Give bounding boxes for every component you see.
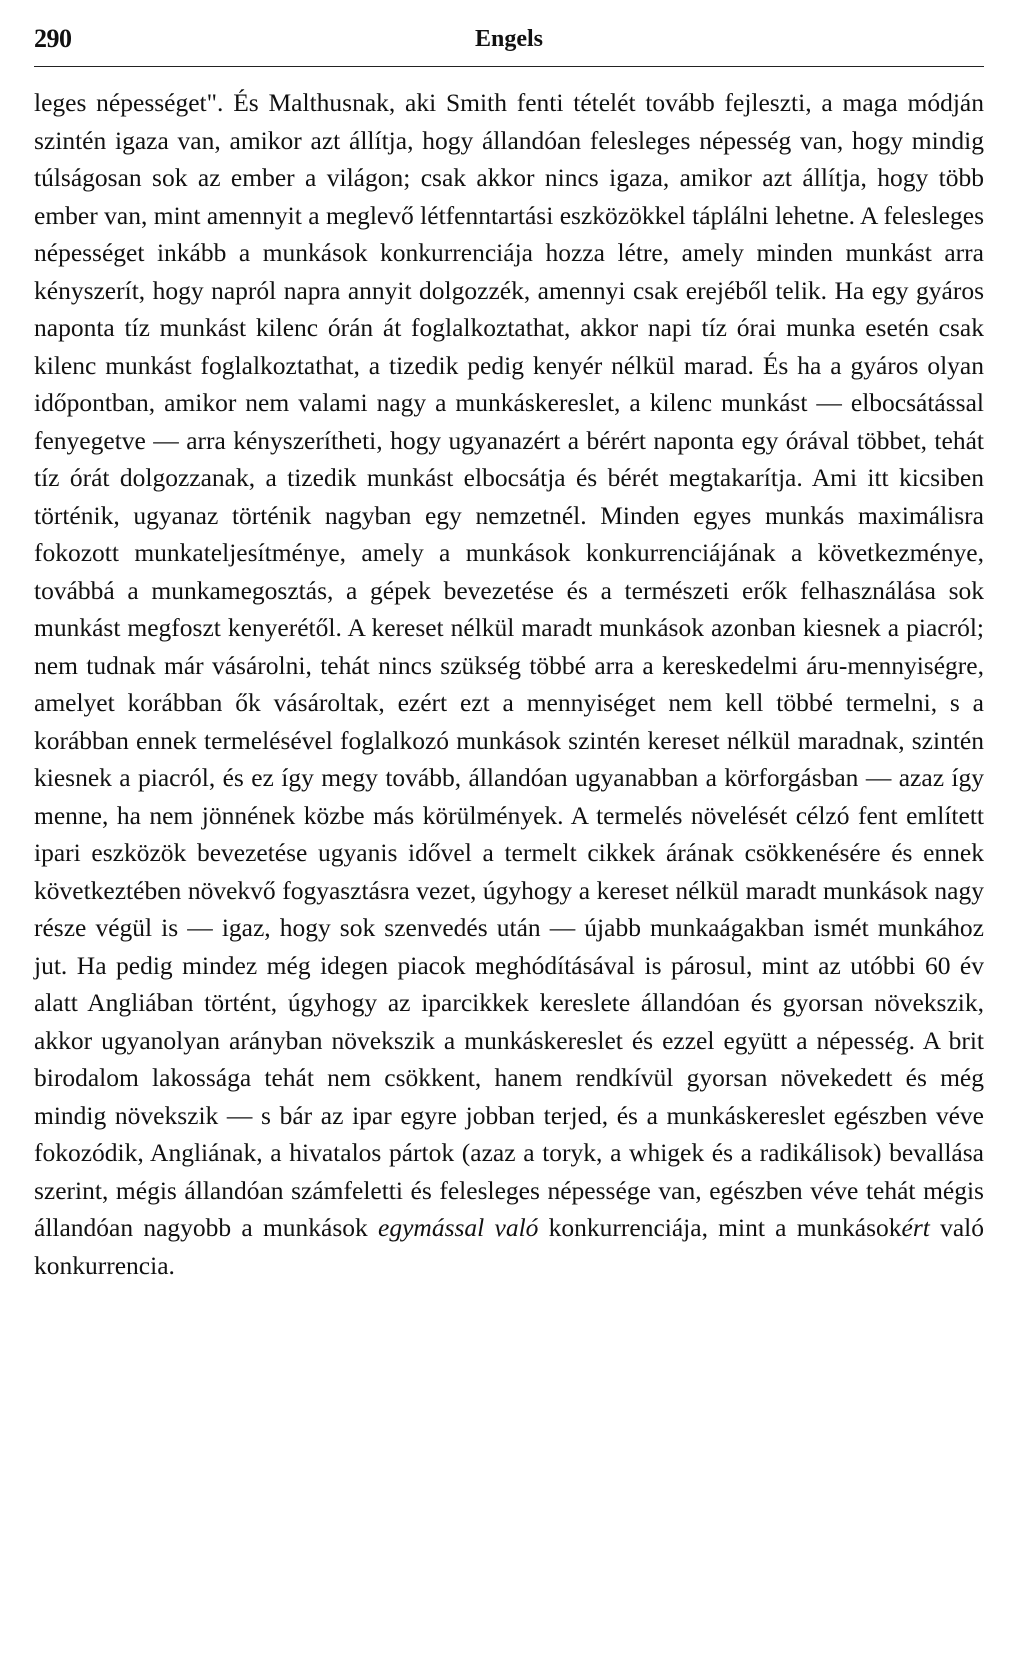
page-header	[34, 22, 984, 67]
emphasis-text: egymással való	[378, 1213, 539, 1242]
page-number: 290	[34, 24, 72, 53]
emphasis-text: ért	[901, 1213, 930, 1242]
paragraph-text: való konkurrencia.	[34, 1213, 985, 1280]
paragraph-text: leges népességet". És Malthusnak, aki Smith fenti tételét tovább fejleszti, a maga módján szintén igaza van, amikor azt állítja, hogy állandóan felesleges népesség van, hogy mindig túlságosan sok az ember a világon; csak akkor nincs igaza, amikor azt állítja, hogy több ember van, mint amennyit a meglevő létfenntartási eszközökkel táplálni lehetne. A felesleges népességet inkább a munkások konkurrenciája hozza létre, amely minden munkást arra kényszerít, hogy napról napra annyit dolgozzék, amennyi csak erejéből telik. Ha egy gyáros naponta tíz munkást kilenc órán át foglalkoztathat, akkor napi tíz órai munka esetén csak kilenc munkást foglalkoztathat, a tizedik pedig kenyér nélkül marad. És ha a gyáros olyan időpontban, amikor nem valami nagy a munkáskereslet, a kilenc munkást — elbocsátással fenyegetve — arra kényszerítheti, hogy ugyanazért a bérért naponta egy órával többet, tehát tíz órát dolgozzanak, a tizedik munkást elbocsátja és bérét megtakarítja. Ami itt kicsiben történik, ugyanaz történik nagyban egy nemzetnél. Minden egyes munkás maximálisra fokozott munkateljesítménye, amely a munkások konkurrenciájának a következménye, továbbá a munkamegosztás, a gépek bevezetése és a természeti erők felhasználása sok munkást megfoszt kenyerétől. A kereset nélkül maradt munkások azonban kiesnek a piacról; nem tudnak már vásárolni, tehát nincs szükség többé arra a kereskedelmi áru-mennyiségre, amelyet korábban ők vásároltak, ezért ezt a mennyiséget nem kell többé termelni, s a korábban ennek termelésével foglalkozó munkások szintén kereset nélkül maradnak, szintén kiesnek a piacról, és ez így megy tovább, állandóan ugyanabban a körforgásban — azaz így menne, ha nem jönnének közbe más körülmények. A termelés növelését célzó fent említett ipari eszközök bevezetése ugyanis idővel a termelt cikkek árának csökkenésére és ennek következtében növekvő fogyasztásra vezet, úgyhogy a kereset nélkül maradt munkások nagy része végül is — igaz, hogy sok szenvedés után — újabb munkaágakban ismét munkához jut. Ha pedig mindez még idegen piacok meghódításával is párosul, mint az utóbbi 60 év alatt Angliában történt, úgyhogy az iparcikkek kereslete állandóan és gyorsan növekszik, akkor ugyanolyan arányban növekszik a munkáskereslet és ezzel együtt a népesség. A brit birodalom lakossága tehát nem csökkent, hanem rendkívül gyorsan növekedett és még mindig növekszik — s bár az ipar egyre jobban terjed, és a munkáskereslet egészben véve fokozódik, Angliának, a hivatalos pártok (azaz a toryk, a whigek és a radikálisok) bevallása szerint, mégis állandóan számfeletti és felesleges népessége van, egészben véve tehát mégis állandóan nagyobb a munkások	[34, 88, 984, 1242]
body-paragraph	[34, 84, 984, 1284]
paragraph-text: konkurrenciája, mint a munkások	[538, 1213, 902, 1242]
running-head: Engels	[474, 26, 543, 52]
